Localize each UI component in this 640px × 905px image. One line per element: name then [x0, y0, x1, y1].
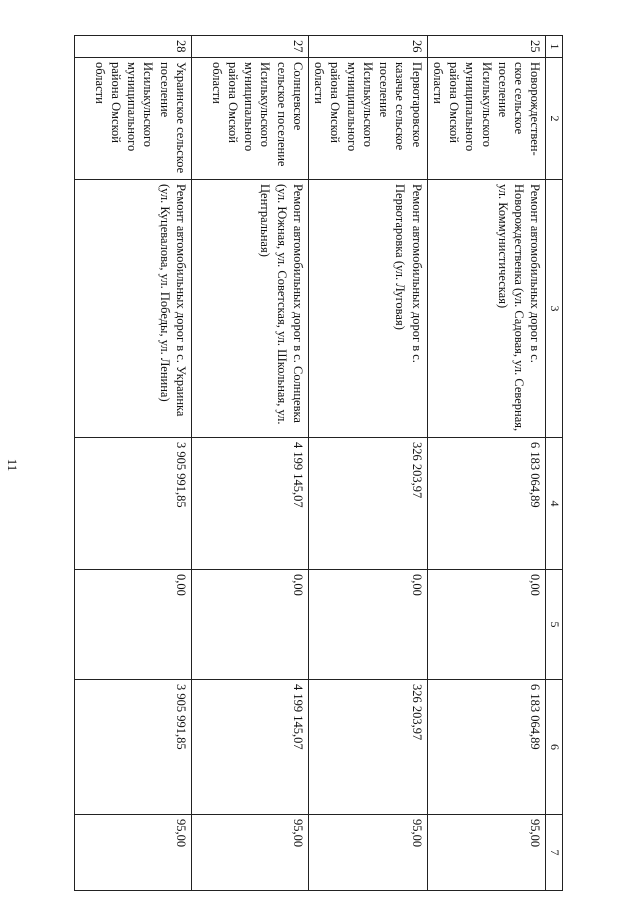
amount-cell: 0,00: [308, 570, 427, 680]
header-cell: 1: [546, 36, 563, 58]
percent-cell: 95,00: [191, 815, 308, 891]
table-row: [74, 36, 191, 891]
description-cell: Ремонт автомобильных дорог в с. Первотаровка (ул. Луговая): [308, 180, 427, 438]
row-number: 25: [427, 36, 546, 58]
municipality-cell: Новорождествен-ское сельское поселение Исилькульского муниципального района Омской области: [427, 58, 546, 180]
amount-cell: 0,00: [427, 570, 546, 680]
rotated-table-container: [78, 35, 563, 890]
table-row: [191, 36, 308, 891]
description-cell: Ремонт автомобильных дорог в с. Солнцевка (ул. Южная, ул. Советская, ул. Школьная, ул. Центральная): [191, 180, 308, 438]
percent-cell: 95,00: [427, 815, 546, 891]
amount-cell: 6 183 064,89: [427, 680, 546, 815]
row-number: 27: [191, 36, 308, 58]
header-cell: 5: [546, 570, 563, 680]
amount-cell: 6 183 064,89: [427, 438, 546, 570]
header-cell: 7: [546, 815, 563, 891]
amount-cell: 4 199 145,07: [191, 438, 308, 570]
amount-cell: 0,00: [74, 570, 191, 680]
municipality-cell: Украинское сельское поселение Исилькульского муниципального района Омской области: [74, 58, 191, 180]
amount-cell: 4 199 145,07: [191, 680, 308, 815]
header-cell: 3: [546, 180, 563, 438]
amount-cell: 326 203,97: [308, 438, 427, 570]
municipality-cell: Первотаровское казачье сельское поселение Исилькульского муниципального района Омской области: [308, 58, 427, 180]
header-cell: 4: [546, 438, 563, 570]
percent-cell: 95,00: [74, 815, 191, 891]
amount-cell: 3 905 991,85: [74, 680, 191, 815]
subsidy-table: [74, 35, 563, 891]
header-cell: 2: [546, 58, 563, 180]
table-row: [308, 36, 427, 891]
description-cell: Ремонт автомобильных дорог в с. Украинка (ул. Куцевалова, ул. Победы, ул. Ленина): [74, 180, 191, 438]
amount-cell: 3 905 991,85: [74, 438, 191, 570]
page-number: 11: [5, 458, 20, 472]
municipality-cell: Солнцевское сельское поселение Исилькульского муниципального района Омской области: [191, 58, 308, 180]
row-number: 28: [74, 36, 191, 58]
row-number: 26: [308, 36, 427, 58]
header-cell: 6: [546, 680, 563, 815]
percent-cell: 95,00: [308, 815, 427, 891]
table-row: [427, 36, 546, 891]
header-row: [546, 36, 563, 891]
amount-cell: 0,00: [191, 570, 308, 680]
amount-cell: 326 203,97: [308, 680, 427, 815]
description-cell: Ремонт автомобильных дорог в с. Новорождественка (ул. Садовая, ул. Северная, ул. Коммунистическая): [427, 180, 546, 438]
